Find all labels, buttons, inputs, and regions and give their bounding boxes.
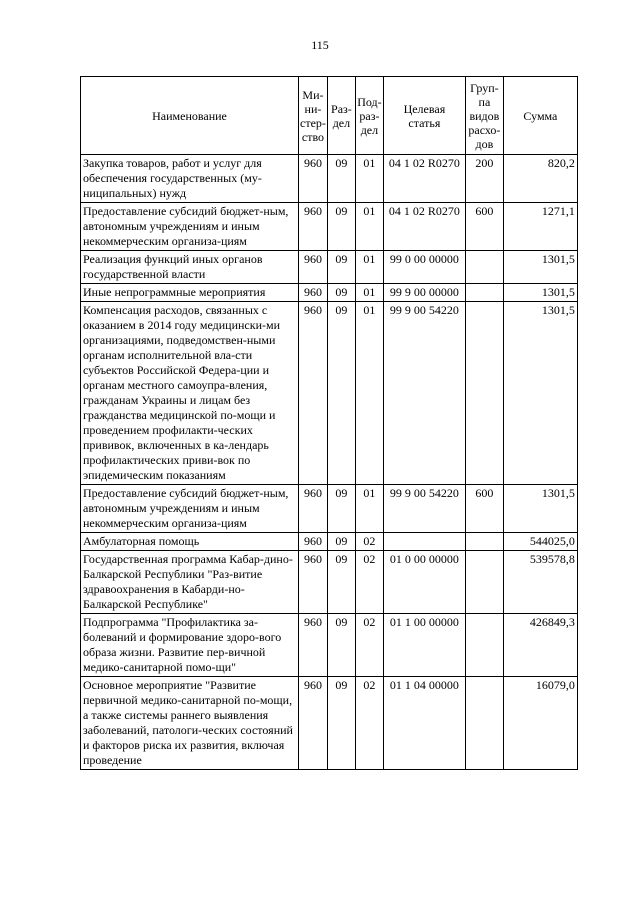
row-target-cell: 99 9 00 00000	[383, 284, 465, 302]
row-group-cell	[465, 251, 503, 284]
row-group-cell	[465, 533, 503, 551]
table-row	[81, 302, 578, 485]
row-group-cell	[465, 551, 503, 614]
row-section-cell: 09	[327, 677, 355, 770]
row-section-cell: 09	[327, 284, 355, 302]
table-row	[81, 284, 578, 302]
row-ministry-cell: 960	[299, 302, 328, 485]
row-group-cell: 600	[465, 485, 503, 533]
row-name-cell: Подпрограмма "Профилактика за-болеваний и формирование здоро-вого образа жизни. Развитие пер-вичной медико-санитарной помо-щи"	[81, 614, 299, 677]
table-row	[81, 203, 578, 251]
row-ministry-cell: 960	[299, 485, 328, 533]
row-name-cell: Реализация функций иных органов государственной власти	[81, 251, 299, 284]
header-sum: Сумма	[503, 77, 577, 155]
table-header-row	[81, 77, 578, 155]
row-subsection-cell: 01	[355, 251, 383, 284]
row-subsection-cell: 01	[355, 302, 383, 485]
row-target-cell: 01 1 04 00000	[383, 677, 465, 770]
header-ministry: Ми- ни- стер- ство	[299, 77, 328, 155]
row-group-cell: 200	[465, 155, 503, 203]
row-sum-cell: 1271,1	[503, 203, 577, 251]
row-sum-cell: 16079,0	[503, 677, 577, 770]
row-target-cell	[383, 533, 465, 551]
row-section-cell: 09	[327, 614, 355, 677]
row-subsection-cell: 02	[355, 677, 383, 770]
row-subsection-cell: 02	[355, 533, 383, 551]
row-section-cell: 09	[327, 533, 355, 551]
row-group-cell	[465, 284, 503, 302]
row-sum-cell: 1301,5	[503, 302, 577, 485]
header-target: Целевая статья	[383, 77, 465, 155]
row-name-cell: Предоставление субсидий бюджет-ным, автономным учреждениям и иным некоммерческим организа-циям	[81, 203, 299, 251]
header-subsection: Под- раз- дел	[355, 77, 383, 155]
row-section-cell: 09	[327, 203, 355, 251]
row-target-cell: 01 1 00 00000	[383, 614, 465, 677]
row-target-cell: 99 9 00 54220	[383, 302, 465, 485]
row-name-cell: Основное мероприятие "Развитие первичной медико-санитарной по-мощи, а также системы раннего выявления заболеваний, патологи-ческих состояний и факторов риска их развития, включая проведение	[81, 677, 299, 770]
page-number: 115	[311, 38, 329, 52]
row-section-cell: 09	[327, 251, 355, 284]
row-target-cell: 04 1 02 R0270	[383, 203, 465, 251]
row-target-cell: 01 0 00 00000	[383, 551, 465, 614]
row-sum-cell: 426849,3	[503, 614, 577, 677]
row-target-cell: 99 0 00 00000	[383, 251, 465, 284]
header-name: Наименование	[81, 77, 299, 155]
row-name-cell: Государственная программа Кабар-дино-Балкарской Республики "Раз-витие здравоохранения в Кабарди-но-Балкарской Республике"	[81, 551, 299, 614]
table-row	[81, 251, 578, 284]
header-section: Раз- дел	[327, 77, 355, 155]
row-subsection-cell: 01	[355, 485, 383, 533]
row-ministry-cell: 960	[299, 155, 328, 203]
row-sum-cell: 820,2	[503, 155, 577, 203]
row-section-cell: 09	[327, 485, 355, 533]
row-name-cell: Иные непрограммные мероприятия	[81, 284, 299, 302]
row-group-cell	[465, 677, 503, 770]
table-row	[81, 485, 578, 533]
row-name-cell: Предоставление субсидий бюджет-ным, автономным учреждениям и иным некоммерческим организа-циям	[81, 485, 299, 533]
row-ministry-cell: 960	[299, 614, 328, 677]
table-row	[81, 551, 578, 614]
row-target-cell: 04 1 02 R0270	[383, 155, 465, 203]
row-section-cell: 09	[327, 302, 355, 485]
budget-table	[80, 76, 578, 770]
row-sum-cell: 544025,0	[503, 533, 577, 551]
table-row	[81, 533, 578, 551]
row-group-cell: 600	[465, 203, 503, 251]
row-name-cell: Закупка товаров, работ и услуг для обеспечения государственных (му-ниципальных) нужд	[81, 155, 299, 203]
table-row	[81, 614, 578, 677]
row-section-cell: 09	[327, 155, 355, 203]
row-subsection-cell: 02	[355, 551, 383, 614]
row-sum-cell: 1301,5	[503, 284, 577, 302]
header-group: Груп- па видов расхо- дов	[465, 77, 503, 155]
table-row	[81, 155, 578, 203]
row-ministry-cell: 960	[299, 677, 328, 770]
row-target-cell: 99 9 00 54220	[383, 485, 465, 533]
row-group-cell	[465, 302, 503, 485]
row-subsection-cell: 01	[355, 155, 383, 203]
row-name-cell: Компенсация расходов, связанных с оказанием в 2014 году медицински-ми организациями, подведомствен-ными органам исполнительной вла-сти субъектов Российской Федера-ции и органам местного самоупра-вления, гражданам Украины и лицам без гражданства медицинской по-мощи и проведением профилакти-ческих прививок, включенных в ка-лендарь профилактических приви-вок по эпидемическим показаниям	[81, 302, 299, 485]
row-ministry-cell: 960	[299, 251, 328, 284]
row-group-cell	[465, 614, 503, 677]
row-subsection-cell: 01	[355, 203, 383, 251]
row-subsection-cell: 01	[355, 284, 383, 302]
row-sum-cell: 1301,5	[503, 251, 577, 284]
table-row	[81, 677, 578, 770]
row-section-cell: 09	[327, 551, 355, 614]
row-sum-cell: 1301,5	[503, 485, 577, 533]
row-ministry-cell: 960	[299, 284, 328, 302]
row-subsection-cell: 02	[355, 614, 383, 677]
row-name-cell: Амбулаторная помощь	[81, 533, 299, 551]
row-sum-cell: 539578,8	[503, 551, 577, 614]
row-ministry-cell: 960	[299, 533, 328, 551]
row-ministry-cell: 960	[299, 203, 328, 251]
row-ministry-cell: 960	[299, 551, 328, 614]
